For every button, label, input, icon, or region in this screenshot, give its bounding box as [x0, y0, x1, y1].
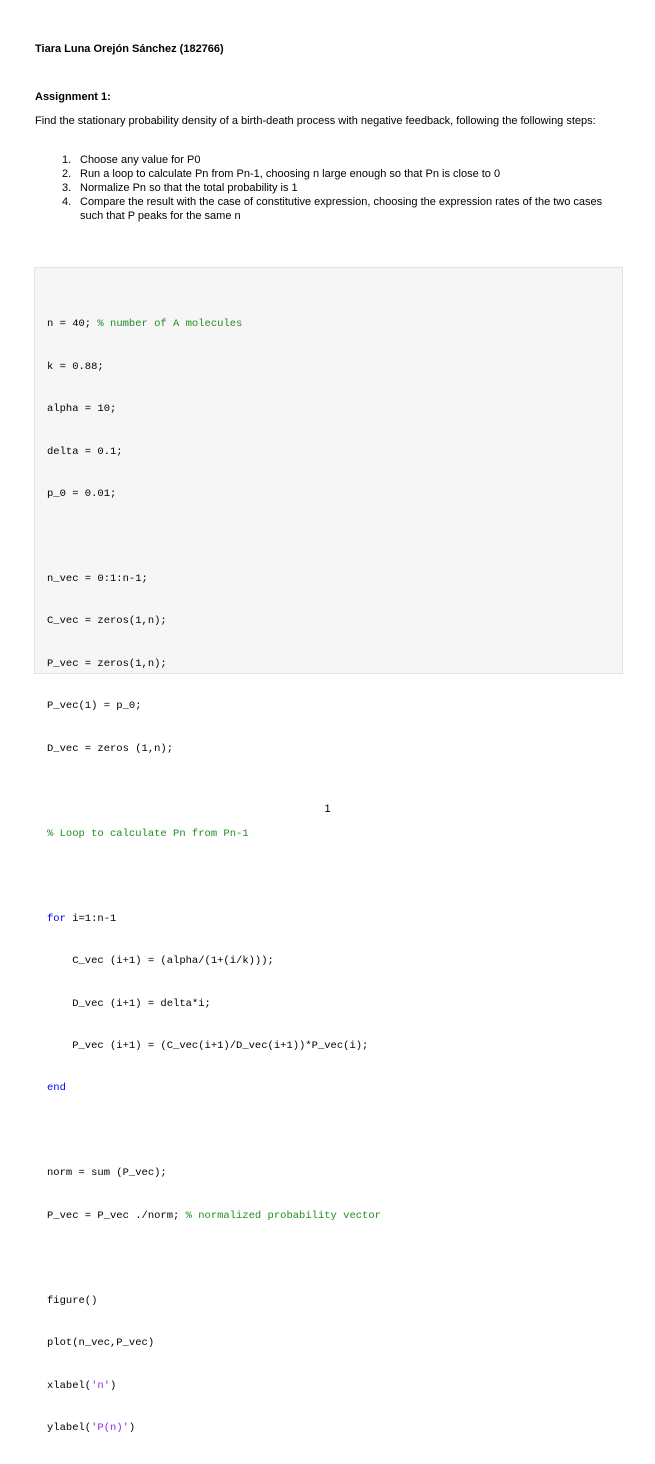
code-line: figure() [47, 1294, 98, 1307]
code-line: alpha = 10; [47, 403, 117, 416]
blank-line [47, 1124, 381, 1138]
step-number: 2. [62, 168, 72, 180]
code-line: C_vec (i+1) = (alpha/(1+(i/k))); [47, 955, 274, 968]
code-keyword: end [47, 1082, 66, 1095]
code-text: xlabel( [47, 1379, 92, 1392]
code-line [47, 1379, 381, 1393]
code-keyword: for [47, 912, 66, 925]
step-number: 3. [62, 182, 72, 194]
code-line: n_vec = 0:1:n-1; [47, 573, 148, 586]
code-line: C_vec = zeros(1,n); [47, 615, 167, 628]
step-text: Run a loop to calculate Pn from Pn-1, choosing n large enough so that Pn is close to 0 [80, 168, 501, 180]
code-text: ylabel( [47, 1422, 92, 1435]
code-line: D_vec (i+1) = delta*i; [47, 997, 211, 1010]
step-item [62, 153, 618, 167]
code-line: k = 0.88; [47, 360, 104, 373]
author-name: Tiara Luna Orejón Sánchez (182766) [35, 43, 224, 55]
code-text: n = 40; [47, 318, 98, 331]
blank-line [47, 530, 381, 544]
step-text: Normalize Pn so that the total probability is 1 [80, 182, 298, 194]
blank-line [47, 1251, 381, 1265]
code-comment: % Loop to calculate Pn from Pn-1 [47, 827, 249, 840]
code-comment: % number of A molecules [97, 318, 243, 331]
code-block [34, 267, 623, 1435]
step-item [62, 181, 618, 195]
code-line: norm = sum (P_vec); [47, 1167, 167, 1180]
code-line [47, 1421, 381, 1435]
code-string: 'n' [91, 1379, 111, 1392]
code-line [47, 317, 381, 331]
assignment-intro: Find the stationary probability density of a birth-death process with negative feedback, following the following steps: [35, 115, 596, 127]
code-string: 'P(n)' [91, 1422, 129, 1435]
code-line: delta = 0.1; [47, 445, 123, 458]
step-number: 4. [62, 196, 72, 208]
code-text: ) [110, 1379, 117, 1392]
code-line [47, 912, 381, 926]
code-line: p_0 = 0.01; [47, 488, 117, 501]
code-line: P_vec = zeros(1,n); [47, 657, 167, 670]
code-listing [47, 289, 381, 1464]
page-number: 1 [324, 803, 331, 815]
code-text: P_vec = P_vec ./norm; [47, 1209, 186, 1222]
code-line [47, 1209, 381, 1223]
code-text: ) [128, 1422, 136, 1435]
assignment-heading: Assignment 1: [35, 91, 111, 103]
blank-line [47, 784, 381, 798]
code-line: D_vec = zeros (1,n); [47, 742, 174, 755]
code-text: i=1:n-1 [65, 912, 117, 925]
code-line: P_vec (i+1) = (C_vec(i+1)/D_vec(i+1))*P_vec(i); [47, 1040, 369, 1053]
step-number: 1. [62, 154, 72, 166]
step-item [62, 167, 618, 181]
step-text: Compare the result with the case of constitutive expression, choosing the expression rates of the two cases such that P peaks for the same n [80, 196, 603, 222]
step-text: Choose any value for P0 [80, 154, 201, 166]
steps-list [62, 153, 618, 223]
step-item [62, 195, 618, 223]
code-line: plot(n_vec,P_vec) [47, 1337, 155, 1350]
code-comment: % normalized probability vector [185, 1209, 381, 1222]
blank-line [47, 869, 381, 883]
code-line: P_vec(1) = p_0; [47, 700, 142, 713]
